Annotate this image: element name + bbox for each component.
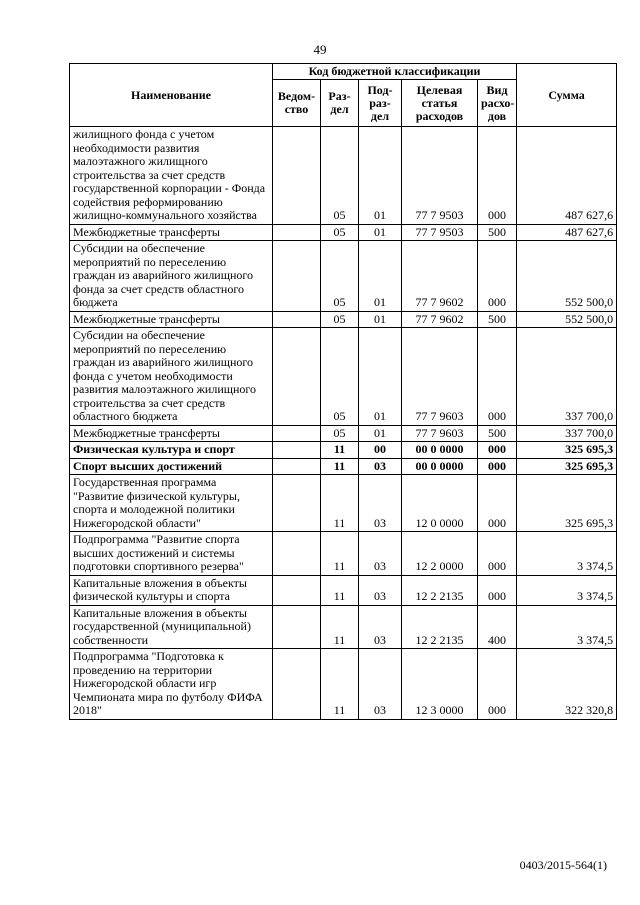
table-row bbox=[70, 241, 617, 312]
cell-type: 000 bbox=[478, 649, 517, 720]
cell-subsection: 03 bbox=[359, 649, 402, 720]
cell-section: 11 bbox=[321, 442, 359, 459]
cell-type: 000 bbox=[478, 442, 517, 459]
cell-target: 77 7 9603 bbox=[402, 425, 478, 442]
cell-name: Субсидии на обеспечение мероприятий по переселению граждан из аварийного жилищного фонда за счет средств областного бюджета bbox=[70, 241, 273, 312]
table-row bbox=[70, 649, 617, 720]
cell-name: Физическая культура и спорт bbox=[70, 442, 273, 459]
cell-target: 00 0 0000 bbox=[402, 458, 478, 475]
cell-ministry bbox=[273, 311, 321, 328]
cell-section: 11 bbox=[321, 575, 359, 605]
cell-subsection: 03 bbox=[359, 458, 402, 475]
cell-subsection: 01 bbox=[359, 425, 402, 442]
cell-target: 77 7 9602 bbox=[402, 241, 478, 312]
cell-ministry bbox=[273, 605, 321, 649]
header-target-item: Целевая статья расходов bbox=[402, 80, 478, 127]
cell-section: 05 bbox=[321, 311, 359, 328]
cell-ministry bbox=[273, 575, 321, 605]
cell-type: 500 bbox=[478, 311, 517, 328]
header-code-group: Код бюджетной классификации bbox=[273, 64, 517, 80]
table-row bbox=[70, 532, 617, 576]
header-subsection: Под- раз- дел bbox=[359, 80, 402, 127]
cell-ministry bbox=[273, 127, 321, 225]
cell-target: 12 2 0000 bbox=[402, 532, 478, 576]
table-row bbox=[70, 425, 617, 442]
cell-name: Капитальные вложения в объекты государственной (муниципальной) собственности bbox=[70, 605, 273, 649]
cell-amount: 337 700,0 bbox=[517, 425, 617, 442]
cell-subsection: 03 bbox=[359, 475, 402, 532]
table-header bbox=[70, 64, 617, 127]
table-row bbox=[70, 328, 617, 426]
table-row bbox=[70, 475, 617, 532]
cell-ministry bbox=[273, 442, 321, 459]
cell-amount: 552 500,0 bbox=[517, 311, 617, 328]
footer-document-code: 0403/2015-564(1) bbox=[519, 858, 607, 872]
cell-target: 77 7 9503 bbox=[402, 127, 478, 225]
cell-name: Подпрограмма "Развитие спорта высших достижений и системы подготовки спортивного резерва" bbox=[70, 532, 273, 576]
cell-subsection: 03 bbox=[359, 532, 402, 576]
cell-name: Спорт высших достижений bbox=[70, 458, 273, 475]
cell-target: 12 3 0000 bbox=[402, 649, 478, 720]
cell-subsection: 01 bbox=[359, 241, 402, 312]
cell-section: 05 bbox=[321, 328, 359, 426]
budget-table bbox=[69, 63, 617, 720]
table-row bbox=[70, 311, 617, 328]
page-number: 49 bbox=[313, 42, 327, 57]
cell-target: 77 7 9503 bbox=[402, 224, 478, 241]
cell-section: 11 bbox=[321, 475, 359, 532]
cell-name: Субсидии на обеспечение мероприятий по переселению граждан из аварийного жилищного фонда с учетом необходимости развития малоэтажного жилищного строительства за счет средств областного бюджета bbox=[70, 328, 273, 426]
cell-target: 00 0 0000 bbox=[402, 442, 478, 459]
cell-section: 11 bbox=[321, 605, 359, 649]
cell-type: 400 bbox=[478, 605, 517, 649]
cell-type: 000 bbox=[478, 127, 517, 225]
table-row bbox=[70, 127, 617, 225]
cell-name: Капитальные вложения в объекты физической культуры и спорта bbox=[70, 575, 273, 605]
cell-type: 000 bbox=[478, 458, 517, 475]
cell-section: 11 bbox=[321, 458, 359, 475]
cell-subsection: 01 bbox=[359, 224, 402, 241]
cell-type: 000 bbox=[478, 532, 517, 576]
cell-type: 500 bbox=[478, 425, 517, 442]
table-row bbox=[70, 458, 617, 475]
table-row bbox=[70, 575, 617, 605]
cell-name: Подпрограмма "Подготовка к проведению на территории Нижегородской области игр Чемпионата мира по футболу ФИФА 2018" bbox=[70, 649, 273, 720]
cell-ministry bbox=[273, 649, 321, 720]
cell-section: 05 bbox=[321, 127, 359, 225]
cell-subsection: 00 bbox=[359, 442, 402, 459]
cell-subsection: 01 bbox=[359, 127, 402, 225]
cell-subsection: 01 bbox=[359, 311, 402, 328]
cell-section: 11 bbox=[321, 532, 359, 576]
cell-amount: 325 695,3 bbox=[517, 458, 617, 475]
header-ministry: Ведом- ство bbox=[273, 80, 321, 127]
cell-section: 05 bbox=[321, 224, 359, 241]
cell-subsection: 03 bbox=[359, 575, 402, 605]
cell-type: 000 bbox=[478, 241, 517, 312]
cell-amount: 337 700,0 bbox=[517, 328, 617, 426]
cell-type: 000 bbox=[478, 328, 517, 426]
cell-ministry bbox=[273, 425, 321, 442]
cell-target: 12 2 2135 bbox=[402, 575, 478, 605]
table-row bbox=[70, 605, 617, 649]
cell-amount: 3 374,5 bbox=[517, 575, 617, 605]
cell-amount: 322 320,8 bbox=[517, 649, 617, 720]
cell-subsection: 01 bbox=[359, 328, 402, 426]
cell-type: 000 bbox=[478, 475, 517, 532]
cell-ministry bbox=[273, 532, 321, 576]
cell-target: 12 2 2135 bbox=[402, 605, 478, 649]
cell-amount: 325 695,3 bbox=[517, 442, 617, 459]
cell-subsection: 03 bbox=[359, 605, 402, 649]
cell-section: 05 bbox=[321, 425, 359, 442]
cell-target: 77 7 9602 bbox=[402, 311, 478, 328]
cell-ministry bbox=[273, 475, 321, 532]
table-body bbox=[70, 127, 617, 720]
cell-amount: 325 695,3 bbox=[517, 475, 617, 532]
cell-ministry bbox=[273, 328, 321, 426]
cell-ministry bbox=[273, 241, 321, 312]
table-row bbox=[70, 442, 617, 459]
cell-amount: 552 500,0 bbox=[517, 241, 617, 312]
cell-section: 05 bbox=[321, 241, 359, 312]
cell-target: 77 7 9603 bbox=[402, 328, 478, 426]
header-amount: Сумма bbox=[517, 64, 617, 127]
cell-name: жилищного фонда с учетом необходимости развития малоэтажного жилищного строительства за счет средств государственной корпорации - Фонда содействия реформированию жилищно-коммунального хозяйства bbox=[70, 127, 273, 225]
cell-amount: 487 627,6 bbox=[517, 127, 617, 225]
cell-ministry bbox=[273, 224, 321, 241]
cell-target: 12 0 0000 bbox=[402, 475, 478, 532]
cell-amount: 3 374,5 bbox=[517, 605, 617, 649]
header-section: Раз- дел bbox=[321, 80, 359, 127]
cell-amount: 3 374,5 bbox=[517, 532, 617, 576]
cell-name: Межбюджетные трансферты bbox=[70, 425, 273, 442]
cell-type: 500 bbox=[478, 224, 517, 241]
table-row bbox=[70, 224, 617, 241]
cell-name: Государственная программа "Развитие физической культуры, спорта и молодежной политики Нижегородской области" bbox=[70, 475, 273, 532]
cell-ministry bbox=[273, 458, 321, 475]
cell-type: 000 bbox=[478, 575, 517, 605]
header-name: Наименование bbox=[70, 64, 273, 127]
cell-section: 11 bbox=[321, 649, 359, 720]
cell-name: Межбюджетные трансферты bbox=[70, 311, 273, 328]
cell-name: Межбюджетные трансферты bbox=[70, 224, 273, 241]
header-expense-type: Вид расхо- дов bbox=[478, 80, 517, 127]
cell-amount: 487 627,6 bbox=[517, 224, 617, 241]
